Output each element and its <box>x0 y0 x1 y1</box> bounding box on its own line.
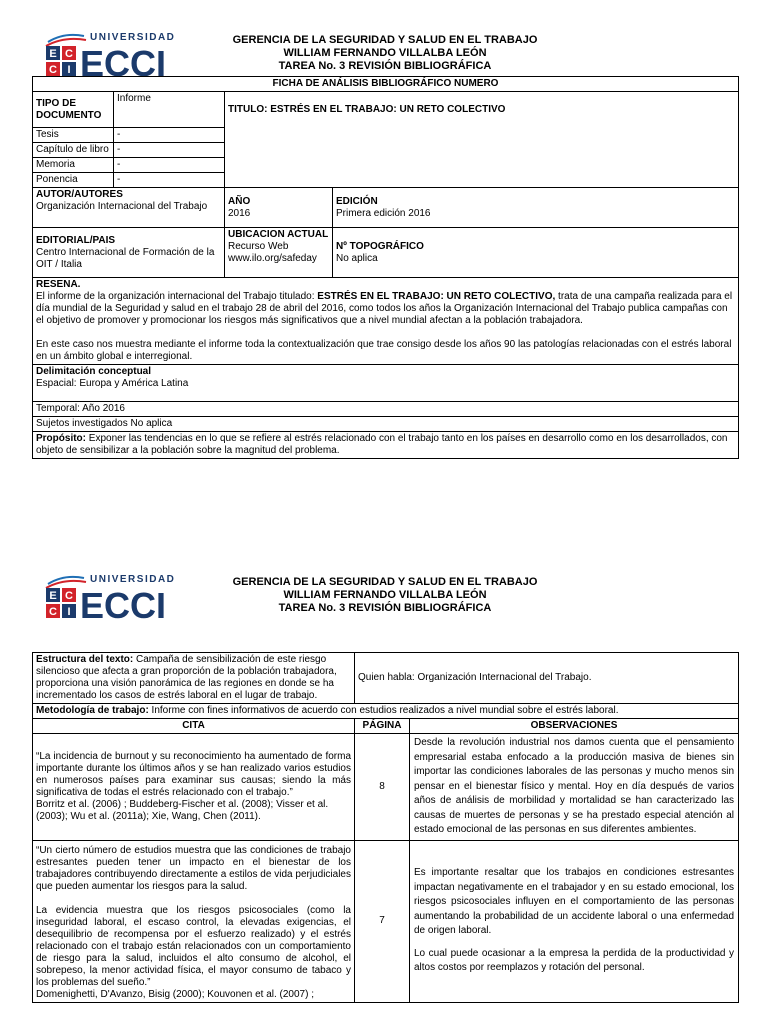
edicion-value: Primera edición 2016 <box>336 207 431 219</box>
column-header-pagina: PÁGINA <box>355 719 410 734</box>
doc-type-label: Capítulo de libro <box>33 143 114 158</box>
topo-value: No aplica <box>336 252 378 264</box>
editorial-value: Centro Internacional de Formación de la OIT / Italia <box>36 246 215 270</box>
observacion-text: Lo cual puede ocasionar a la empresa la perdida de la productividad y altos costos por reemplazos y rotación del personal. <box>414 947 735 974</box>
page-header <box>190 576 580 615</box>
column-header-cita: CITA <box>33 719 355 734</box>
doc-type-value: - <box>114 128 225 143</box>
editorial-label: EDITORIAL/PAIS <box>36 234 116 246</box>
ficha-table <box>32 76 739 459</box>
observaciones-cell: Desde la revolución industrial nos damos cuenta que el pensamiento empresarial estaba enfocado a la producción masiva de bienes sin importar las condiciones laborales de las personas y mucho menos sin pensar en el bienestar físico y mental. Hoy en día después de varios años de análisis de morbilidad y mortalidad se han caracterizado las causas de muertes de personas y se ha prestado especial atención al estado emocional de las personas en sus diferentes ambientes. <box>410 734 739 841</box>
table-row <box>33 734 739 841</box>
header-line: WILLIAM FERNANDO VILLALBA LEÓN <box>283 589 487 601</box>
resena-title: ESTRÉS EN EL TRABAJO: UN RETO COLECTIVO, <box>317 291 556 302</box>
document-title: TITULO: ESTRÉS EN EL TRABAJO: UN RETO COLECTIVO <box>225 92 739 188</box>
ubicacion-label: UBICACION ACTUAL <box>228 229 329 240</box>
estructura-cell <box>33 653 355 704</box>
logo-main-text: ECCI <box>80 43 167 78</box>
pagina-cell: 8 <box>355 734 410 841</box>
doc-type-label: Ponencia <box>33 173 114 188</box>
logo-letter: E <box>49 48 57 60</box>
tipo-value: Informe <box>114 92 225 128</box>
ecci-logo <box>44 572 179 620</box>
espacial-value: Espacial: Europa y América Latina <box>36 378 189 389</box>
autor-cell <box>33 188 225 228</box>
ubicacion-link: www.ilo.org/safeday <box>228 253 317 264</box>
estructura-text: Campaña de sensibilización de este riesgo silencioso que afecta a gran proporción de la población trabajadora, proporciona una visión panorámica de las regiones en donde se ha incrementado los casos de estrés laboral en el lugar de trabajo. <box>36 654 337 701</box>
anio-label: AÑO <box>228 195 251 207</box>
anio-cell <box>225 188 333 228</box>
edicion-label: EDICIÓN <box>336 195 378 207</box>
ficha-title: FICHA DE ANÁLISIS BIBLIOGRÁFICO NUMERO <box>33 77 739 92</box>
metodologia-label: Metodología de trabajo: <box>36 705 149 716</box>
sujetos-value: Sujetos investigados No aplica <box>33 417 739 432</box>
observaciones-cell <box>410 840 739 1002</box>
edicion-cell <box>333 188 739 228</box>
resena-cell <box>33 278 739 365</box>
header-line: GERENCIA DE LA SEGURIDAD Y SALUD EN EL TRABAJO <box>232 576 538 588</box>
temporal-value: Temporal: Año 2016 <box>33 402 739 417</box>
topo-cell <box>333 228 739 278</box>
header-line: TAREA No. 3 REVISIÓN BIBLIOGRÁFICA <box>278 60 492 72</box>
metodologia-text: Informe con fines informativos de acuerdo con estudios realizados a nivel mundial sobre el estrés laboral. <box>148 705 619 716</box>
cita-cell <box>33 840 355 1002</box>
logo-top-text: UNIVERSIDAD <box>90 32 176 43</box>
proposito-label: Propósito: <box>36 433 86 444</box>
logo-letter: I <box>67 606 71 618</box>
header-line: TAREA No. 3 REVISIÓN BIBLIOGRÁFICA <box>278 602 492 614</box>
doc-type-label: Memoria <box>33 158 114 173</box>
proposito-text: Exponer las tendencias en lo que se refiere al estrés relacionado con el trabajo tanto en los países en desarrollo como en los desarrollados, con objeto de sensibilizar a la población sobre la magnitud del problema. <box>36 433 728 456</box>
analysis-table <box>32 652 739 1003</box>
doc-type-value: - <box>114 173 225 188</box>
resena-paragraph: En este caso nos muestra mediante el informe toda la contextualización que trae consigo desde los años 90 las patologías relacionadas con el estrés laboral en un ámbito global e interregional. <box>36 339 732 362</box>
editorial-cell <box>33 228 225 278</box>
doc-type-value: - <box>114 158 225 173</box>
metodologia-cell <box>33 704 739 719</box>
logo-letter: C <box>49 64 57 76</box>
cita-text: “Un cierto número de estudios muestra que las condiciones de trabajo estresantes pueden tener un impacto en el bienestar de los trabajadores contribuyendo directamente a estilos de vida perjudiciales que pueden aumentar los riesgos para la salud. <box>36 844 351 892</box>
doc-type-label: Tesis <box>33 128 114 143</box>
observacion-text: Es importante resaltar que los trabajos en condiciones estresantes impactan negativamente en el trabajador y en su estado emocional, los riesgos psicosociales influyen en el comportamiento de las personas aumentando la probabilidad de un accidente laboral o una enfermedad de origen laboral. <box>414 867 735 937</box>
tipo-label: TIPO DE DOCUMENTO <box>33 92 114 128</box>
header-line: WILLIAM FERNANDO VILLALBA LEÓN <box>283 47 487 59</box>
pagina-cell: 7 <box>355 840 410 1002</box>
column-header-observaciones: OBSERVACIONES <box>410 719 739 734</box>
header-line: GERENCIA DE LA SEGURIDAD Y SALUD EN EL TRABAJO <box>232 34 538 46</box>
cita-text: “La incidencia de burnout y su reconocimiento ha aumentado de forma importante durante los últimos años y se han realizado varios estudios en numerosos países para examinar sus causas; siendo la más significativa de todas el estrés relacionado con el trabajo.” <box>36 750 351 798</box>
cita-text: La evidencia muestra que los riesgos psicosociales (como la inseguridad laboral, el escaso control, la elevadas exigencias, el desequilibrio de recompensa por el esfuerzo realizado) y el estrés relacionado con el trabajo están relacionados con un comportamiento de riesgo para la salud, incluidos el alto consumo de alcohol, el sobrepeso, la menor actividad física, el mayor consumo de tabaco y los problemas del sueño.” <box>36 904 351 988</box>
doc-type-value: - <box>114 143 225 158</box>
estructura-label: Estructura del texto: <box>36 654 134 665</box>
topo-label: Nº TOPOGRÁFICO <box>336 240 424 252</box>
proposito-cell <box>33 432 739 459</box>
cita-reference: Borritz et al. (2006) ; Buddeberg-Fischer et al. (2008); Visser et al. (2003); Wu et al. (2011a); Xie, Wang, Chen (2011). <box>36 798 329 822</box>
logo-letter: E <box>49 590 57 602</box>
ubicacion-value: Recurso Web <box>228 241 289 252</box>
logo-letter: I <box>67 64 71 76</box>
delimitacion-label: Delimitación conceptual <box>36 366 152 377</box>
logo-letter: C <box>49 606 57 618</box>
cita-reference: Domenighetti, D'Avanzo, Bisig (2000); Kouvonen et al. (2007) ; <box>36 988 314 1000</box>
ecci-logo <box>44 30 179 78</box>
quien-habla: Quien habla: Organización Internacional del Trabajo. <box>355 653 739 704</box>
autor-label: AUTOR/AUTORES <box>36 189 123 200</box>
delimitacion-cell <box>33 365 739 402</box>
autor-value: Organización Internacional del Trabajo <box>36 201 208 212</box>
table-row <box>33 840 739 1002</box>
cita-cell <box>33 734 355 841</box>
logo-letter: C <box>65 48 73 60</box>
resena-text: El informe de la organización internacional del Trabajo titulado: <box>36 291 318 302</box>
ubicacion-cell <box>225 228 333 278</box>
resena-text: trata de una campaña realizada para el día mundial de la Seguridad y salud en el trabajo 28 de abril del 2016, como todos los años la Organización Internacional del Trabajo publica campañas con el objetivo de promover y promocionar los riesgos más significativos que a nivel mundial afectan a la población trabajadora. <box>36 291 733 326</box>
resena-label: RESENA. <box>36 279 81 290</box>
page-header <box>190 34 580 73</box>
anio-value: 2016 <box>228 207 251 219</box>
logo-letter: C <box>65 590 73 602</box>
logo-top-text: UNIVERSIDAD <box>90 574 176 585</box>
logo-main-text: ECCI <box>80 585 167 620</box>
resena-paragraph <box>36 291 735 327</box>
